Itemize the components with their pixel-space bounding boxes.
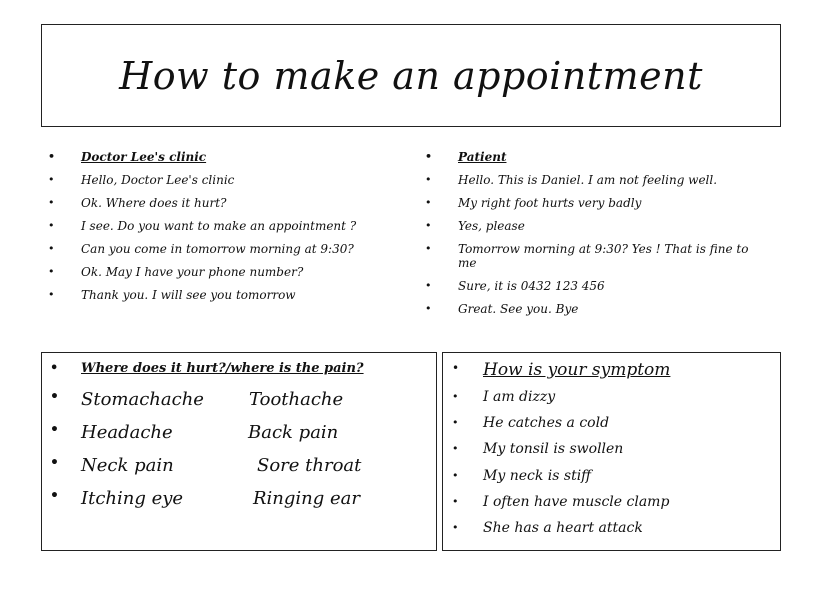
pain-term: Stomachache: [81, 389, 204, 410]
pain-location-box: [41, 352, 437, 551]
doctor-heading: • Doctor Lee's clinic: [48, 150, 398, 164]
bullet-icon: •: [50, 455, 59, 471]
bullet-icon: •: [50, 488, 59, 504]
pain-term: Back pain: [248, 422, 339, 443]
patient-line: • Hello. This is Daniel. I am not feeling well.: [425, 173, 770, 187]
symptom-item: • My tonsil is swollen: [452, 441, 623, 457]
doctor-line: • Ok. May I have your phone number?: [48, 265, 398, 279]
doctor-line: • I see. Do you want to make an appointment ?: [48, 219, 398, 233]
patient-line: • Sure, it is 0432 123 456: [425, 279, 770, 293]
pain-term: Ringing ear: [253, 488, 361, 509]
patient-line: • Great. See you. Bye: [425, 302, 770, 316]
patient-heading: • Patient: [425, 150, 770, 164]
pain-row: [50, 422, 430, 446]
bullet-icon: •: [50, 389, 59, 405]
pain-term: Itching eye: [81, 488, 184, 509]
title-box: [41, 24, 781, 127]
doctor-dialogue-list: [48, 150, 398, 311]
page-title: How to make an appointment: [119, 53, 703, 98]
pain-box-heading: • Where does it hurt?/where is the pain?: [50, 361, 364, 376]
pain-term: Headache: [81, 422, 173, 443]
symptom-item: • My neck is stiff: [452, 468, 591, 484]
symptom-box: [442, 352, 781, 551]
bullet-icon: •: [50, 422, 59, 438]
pain-term: Toothache: [249, 389, 344, 410]
pain-row: [50, 389, 430, 413]
symptom-item: • She has a heart attack: [452, 520, 643, 536]
pain-term: Sore throat: [257, 455, 362, 476]
pain-row: [50, 455, 430, 479]
symptom-item: • He catches a cold: [452, 415, 609, 431]
patient-dialogue-list: [425, 150, 770, 325]
pain-row: [50, 488, 430, 512]
symptom-item: • I am dizzy: [452, 389, 555, 405]
doctor-line: • Hello, Doctor Lee's clinic: [48, 173, 398, 187]
patient-line: • My right foot hurts very badly: [425, 196, 770, 210]
doctor-line: • Can you come in tomorrow morning at 9:30?: [48, 242, 398, 256]
doctor-line: • Thank you. I will see you tomorrow: [48, 288, 398, 302]
pain-term: Neck pain: [81, 455, 174, 476]
doctor-line: • Ok. Where does it hurt?: [48, 196, 398, 210]
patient-line: • Tomorrow morning at 9:30? Yes ! That is fine to me: [425, 242, 758, 270]
patient-line: • Yes, please: [425, 219, 770, 233]
symptom-box-heading: • How is your symptom: [452, 360, 670, 380]
symptom-item: • I often have muscle clamp: [452, 494, 669, 510]
